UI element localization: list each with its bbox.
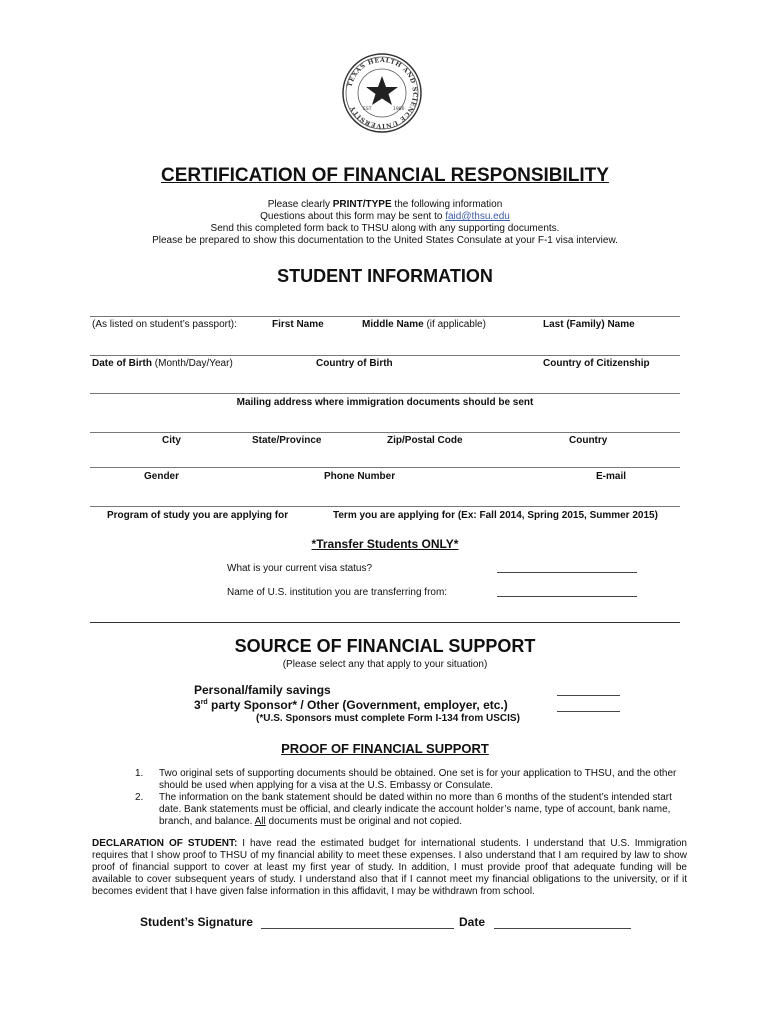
transfer-heading: *Transfer Students ONLY* bbox=[311, 537, 459, 551]
visa-status-input[interactable] bbox=[497, 563, 637, 573]
middle-name-label: Middle Name (if applicable) bbox=[362, 319, 486, 330]
instruction-line-2: Questions about this form may be sent to faid@thsu.edu bbox=[260, 211, 510, 222]
instruction-line-1: Please clearly PRINT/TYPE the following information bbox=[267, 199, 503, 210]
country-label: Country bbox=[569, 435, 608, 446]
signature-field[interactable] bbox=[261, 915, 454, 929]
state-label: State/Province bbox=[252, 435, 322, 446]
option-personal-savings: Personal/family savings bbox=[194, 683, 331, 697]
city-label: City bbox=[162, 435, 181, 446]
city-line[interactable] bbox=[90, 432, 680, 433]
address-line[interactable] bbox=[90, 393, 680, 394]
proof-list bbox=[135, 768, 685, 828]
date-label: Date bbox=[459, 915, 486, 929]
list-item: 1. Two original sets of supporting documents should be obtained. One set is for your application to THSU, and the other should be used when applying for a visa at the U.S. Embassy or Consulate. bbox=[135, 768, 677, 791]
name-line[interactable] bbox=[90, 316, 680, 317]
term-label: Term you are applying for (Ex: Fall 2014, Spring 2015, Summer 2015) bbox=[333, 510, 658, 521]
financial-support-subheading: (Please select any that apply to your situation) bbox=[282, 659, 488, 670]
email-label: E-mail bbox=[596, 471, 627, 482]
financial-support-heading: SOURCE OF FINANCIAL SUPPORT bbox=[234, 636, 536, 656]
visa-status-question: What is your current visa status? bbox=[227, 563, 373, 574]
first-name-label: First Name bbox=[272, 319, 324, 330]
institution-question: Name of U.S. institution you are transferring from: bbox=[227, 587, 448, 598]
personal-savings-checkbox[interactable] bbox=[557, 684, 620, 696]
section-divider bbox=[90, 622, 680, 623]
seal-est: EST bbox=[363, 107, 372, 112]
star-icon bbox=[366, 76, 398, 105]
sponsor-checkbox[interactable] bbox=[557, 700, 620, 712]
seal-year: 1980 bbox=[393, 107, 405, 112]
dob-line[interactable] bbox=[90, 355, 680, 356]
declaration-text: I have read the estimated budget for international students. I understand that U.S. Immigration requires that I show proof to THSU of my financial ability to meet these expenses. I also understand that I am required by law to show proof of financial support to cover at least my first year of study. In addition, I must provide proof that adequate funding will be available to cover subsequent years of study. I understand also that if I cannot meet my financial obligations to the university, or if it becomes evident that I have given false information in this affidavit, I may be withdrawn from school. bbox=[92, 838, 687, 897]
country-citizenship-label: Country of Citizenship bbox=[543, 358, 650, 369]
institution-input[interactable] bbox=[497, 587, 637, 597]
country-birth-label: Country of Birth bbox=[316, 358, 393, 369]
list-item: 2. The information on the bank statement should be dated within no more than 6 months of the student’s intended start date. Bank statements must be official, and clearly indicate the account holder’s name, type of account, bank name, branch, and balance. All documents must be original and not copied. bbox=[135, 792, 672, 827]
gender-line[interactable] bbox=[90, 467, 680, 468]
program-label: Program of study you are applying for bbox=[107, 510, 289, 521]
mailing-address-label: Mailing address where immigration documents should be sent bbox=[236, 397, 534, 408]
proof-heading: PROOF OF FINANCIAL SUPPORT bbox=[281, 741, 489, 756]
student-info-heading: STUDENT INFORMATION bbox=[277, 266, 493, 286]
program-line[interactable] bbox=[90, 506, 680, 507]
phone-label: Phone Number bbox=[324, 471, 396, 482]
university-seal bbox=[341, 52, 423, 134]
last-name-label: Last (Family) Name bbox=[543, 319, 635, 330]
signature-label: Student’s Signature bbox=[140, 915, 253, 929]
passport-note: (As listed on student’s passport): bbox=[92, 319, 237, 330]
seal-ring-text: TEXAS HEALTH AND SCIENCE UNIVERSITY bbox=[346, 56, 419, 130]
instructions bbox=[0, 199, 770, 247]
page-title: CERTIFICATION OF FINANCIAL RESPONSIBILITY bbox=[161, 165, 609, 186]
declaration bbox=[92, 838, 687, 898]
declaration-label: DECLARATION OF STUDENT: bbox=[92, 838, 238, 849]
gender-label: Gender bbox=[144, 471, 180, 482]
sponsor-note: (*U.S. Sponsors must complete Form I-134 from USCIS) bbox=[256, 713, 520, 724]
dob-label: Date of Birth (Month/Day/Year) bbox=[92, 358, 233, 369]
email-link[interactable]: faid@thsu.edu bbox=[445, 211, 510, 222]
zip-label: Zip/Postal Code bbox=[387, 435, 463, 446]
option-sponsor: 3rd party Sponsor* / Other (Government, employer, etc.) bbox=[194, 698, 508, 712]
instruction-line-4: Please be prepared to show this documentation to the United States Consulate at your F-1 visa interview. bbox=[152, 235, 618, 246]
instruction-line-3: Send this completed form back to THSU along with any supporting documents. bbox=[210, 223, 560, 234]
date-field[interactable] bbox=[494, 915, 631, 929]
